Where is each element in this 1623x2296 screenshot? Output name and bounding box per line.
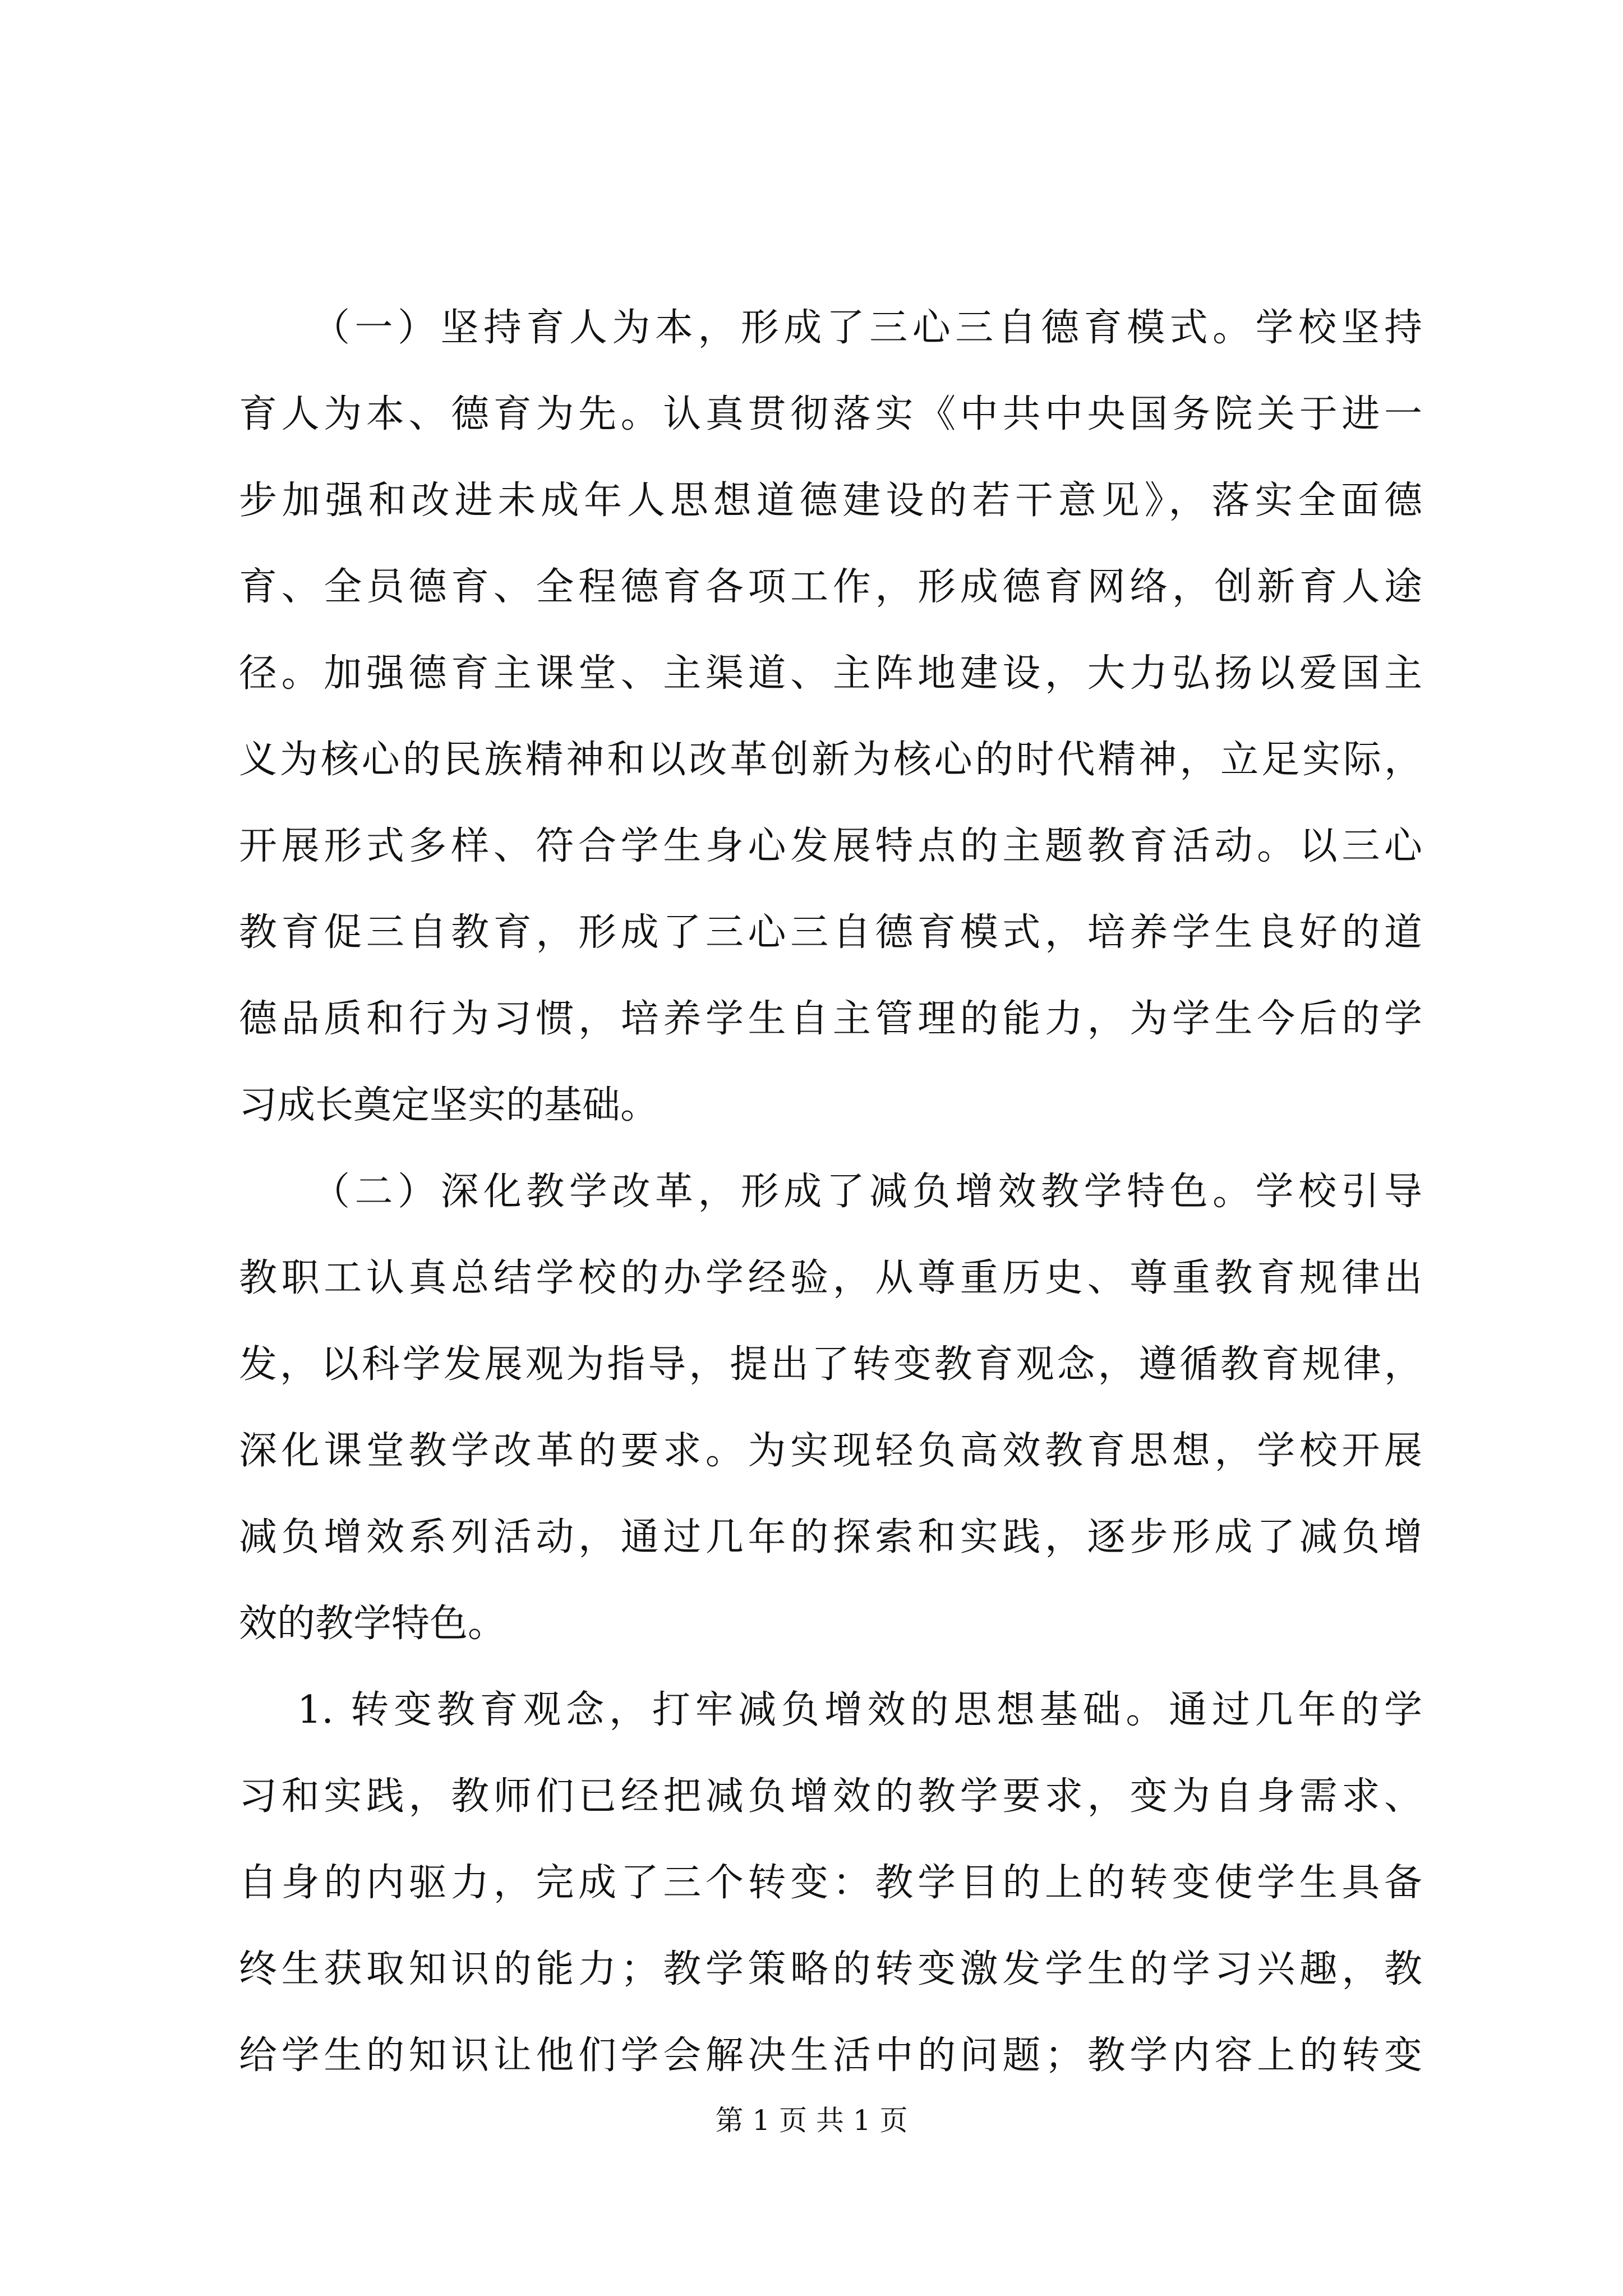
- document-line-text: 育、全员德育、全程德育各项工作，形成德育网络，创新育人途: [239, 565, 1422, 609]
- document-line-text: 1. 转变教育观念，打牢减负增效的思想基础。通过几年的学: [297, 1688, 1422, 1732]
- document-line: [0, 1080, 1623, 1131]
- document-line-text: 步加强和改进未成年人思想道德建设的若干意见》，落实全面德: [239, 478, 1422, 523]
- document-line-text: 开展形式多样、符合学生身心发展特点的主题教育活动。以三心: [239, 824, 1422, 868]
- document-line-text: 义为核心的民族精神和以改革创新为核心的时代精神，立足实际，: [239, 738, 1422, 782]
- document-line-text: 育人为本、德育为先。认真贯彻落实《中共中央国务院关于进一: [239, 392, 1422, 436]
- document-line: [0, 648, 1623, 699]
- document-line-text: 径。加强德育主课堂、主渠道、主阵地建设，大力弘扬以爱国主: [239, 651, 1422, 696]
- document-line-text: 自身的内驱力，完成了三个转变：教学目的上的转变使学生具备: [239, 1861, 1422, 1905]
- document-line: [0, 1944, 1623, 1995]
- document-line-text: 终生获取知识的能力；教学策略的转变激发学生的学习兴趣，教: [239, 1947, 1422, 1991]
- document-line: [0, 1599, 1623, 1649]
- document-line: [0, 1512, 1623, 1563]
- footer: [0, 2101, 1623, 2140]
- document-line-text: 减负增效系列活动，通过几年的探索和实践，逐步形成了减负增: [239, 1515, 1422, 1559]
- document-line: [0, 908, 1623, 958]
- document-line-text: 习成长奠定坚实的基础。: [239, 1083, 659, 1128]
- document-line-text: 习和实践，教师们已经把减负增效的教学要求，变为自身需求、: [239, 1774, 1422, 1819]
- document-line: [0, 1685, 1623, 1736]
- document-line: [0, 1340, 1623, 1390]
- document-line: [0, 1772, 1623, 1822]
- document-line: [0, 821, 1623, 872]
- page-number: 第 1 页 共 1 页: [715, 2104, 908, 2137]
- document-line-text: （一）坚持育人为本，形成了三心三自德育模式。学校坚持: [312, 306, 1422, 350]
- document-line-text: 给学生的知识让他们学会解决生活中的问题；教学内容上的转变: [239, 2033, 1422, 2078]
- document-line: [0, 303, 1623, 353]
- document-line-text: 教育促三自教育，形成了三心三自德育模式，培养学生良好的道: [239, 910, 1422, 955]
- document-line-text: 效的教学特色。: [239, 1602, 506, 1646]
- document-line: [0, 2031, 1623, 2081]
- document-line: [0, 476, 1623, 526]
- document-line-text: 深化课堂教学改革的要求。为实现轻负高效教育思想，学校开展: [239, 1429, 1422, 1473]
- document-line-text: 发，以科学发展观为指导，提出了转变教育观念，遵循教育规律，: [239, 1342, 1422, 1387]
- document-line: [0, 1167, 1623, 1217]
- document-line: [0, 735, 1623, 785]
- document-line: [0, 389, 1623, 440]
- document-line-text: 德品质和行为习惯，培养学生自主管理的能力，为学生今后的学: [239, 997, 1422, 1041]
- document-line: [0, 1253, 1623, 1304]
- document-line: [0, 562, 1623, 613]
- document-line: [0, 1426, 1623, 1476]
- document-line-text: 教职工认真总结学校的办学经验，从尊重历史、尊重教育规律出: [239, 1256, 1422, 1300]
- document-line: [0, 1858, 1623, 1908]
- document-line-text: （二）深化教学改革，形成了减负增效教学特色。学校引导: [312, 1170, 1422, 1214]
- document-line: [0, 994, 1623, 1045]
